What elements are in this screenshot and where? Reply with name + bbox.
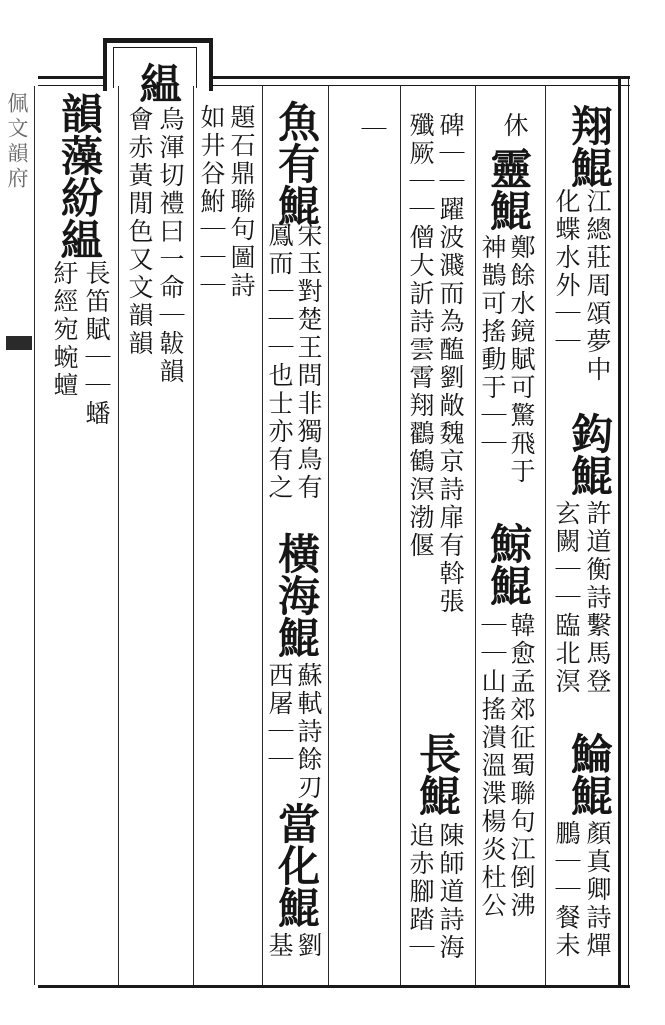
annotation-line: 玄闕｜｜臨北溟: [552, 500, 581, 696]
headword: 韻藻紛緼: [55, 92, 104, 260]
neighbor-page-fragment: [2, 86, 36, 985]
headword: 橫海鯤: [272, 532, 321, 658]
frame-right-outer-rule: [628, 76, 629, 988]
column-divider: [193, 86, 194, 985]
column-divider: [262, 86, 263, 985]
annotation-line: 神鵲可搖動于｜｜: [478, 234, 507, 458]
fragment-edge-rule: [34, 86, 35, 985]
annotation-line: 題石鼎聯句圖詩: [227, 104, 256, 300]
column-divider: [328, 86, 329, 985]
annotation-line: 顏真卿詩燀: [583, 820, 612, 960]
fragment-marker: [6, 336, 32, 350]
neighbor-fragment-text: 佩文韻府: [5, 92, 29, 192]
annotation-line: 鄭餘水鏡賦可驚飛于: [507, 234, 536, 486]
annotation-line: 會赤黃閒色又文韻韻: [125, 106, 154, 358]
headword: 鈎鯤: [565, 412, 614, 496]
column-divider: [545, 86, 546, 985]
text-column-6: [195, 92, 262, 972]
headword: 當化鯤: [272, 802, 321, 928]
text-column-7: [120, 62, 193, 972]
annotation-line: 殲厥｜｜僧大訢詩雲霄翔鸐鶴溟渤偃: [406, 112, 435, 560]
column-divider: [475, 86, 476, 985]
annotation-line: 紆經宛蜿蟺: [50, 260, 79, 400]
annotation-line: 蘇軾詩餘刃: [294, 662, 323, 802]
annotation-line: ｜: [358, 116, 387, 144]
text-column-2: [477, 92, 545, 972]
annotation-line: 基: [265, 932, 294, 960]
annotation-line: 鵬｜｜餐未: [552, 820, 581, 960]
text-column-1: [548, 92, 618, 972]
annotation-line: 化蝶水外｜｜: [552, 188, 581, 356]
annotation-line: 追赤腳踏｜: [406, 822, 435, 962]
annotation-line: 休: [500, 112, 529, 140]
text-column-4: [330, 92, 400, 972]
annotation-line: 烏渾切禮曰一命｜韍韻: [156, 106, 185, 386]
headword: 翔鯤: [565, 104, 614, 188]
annotation-line: 長笛賦｜｜蟠: [82, 260, 111, 428]
headword: 魚有鯤: [272, 100, 321, 226]
headword: 鯨鯤: [484, 522, 533, 606]
annotation-line: 西屠｜｜: [265, 662, 294, 774]
text-column-5: [264, 92, 328, 972]
headword: 鯩鯤: [565, 732, 614, 816]
annotation-line: ｜｜山搖潰溫渫楊炎杜公: [478, 612, 507, 920]
heading-character: 緼: [134, 62, 183, 104]
column-divider: [118, 86, 119, 985]
text-column-8: [40, 92, 118, 972]
annotation-line: 宋玉對楚王問非獨鳥有: [294, 222, 323, 502]
frame-bottom-rule: [38, 985, 630, 988]
text-column-3: [402, 92, 475, 972]
frame-right-rule: [618, 76, 621, 988]
headword: 靈鯤: [484, 147, 533, 231]
annotation-line: 鳳而｜｜｜也士亦有之: [265, 222, 294, 502]
annotation-line: 江總莊周頌夢中: [583, 188, 612, 384]
annotation-line: 劉: [294, 932, 323, 960]
column-divider: [400, 86, 401, 985]
headword: 長鯤: [413, 732, 462, 816]
annotation-line: 韓愈孟郊征蜀聯句江倒沸: [507, 612, 536, 920]
annotation-line: 碑｜｜躍波濺而為醢劉敞魏京詩扉有斡張: [436, 112, 465, 616]
annotation-line: 陳師道詩海: [436, 822, 465, 962]
annotation-line: 許道衡詩繫馬登: [583, 500, 612, 696]
annotation-line: 如井谷鮒｜｜｜: [197, 104, 226, 300]
